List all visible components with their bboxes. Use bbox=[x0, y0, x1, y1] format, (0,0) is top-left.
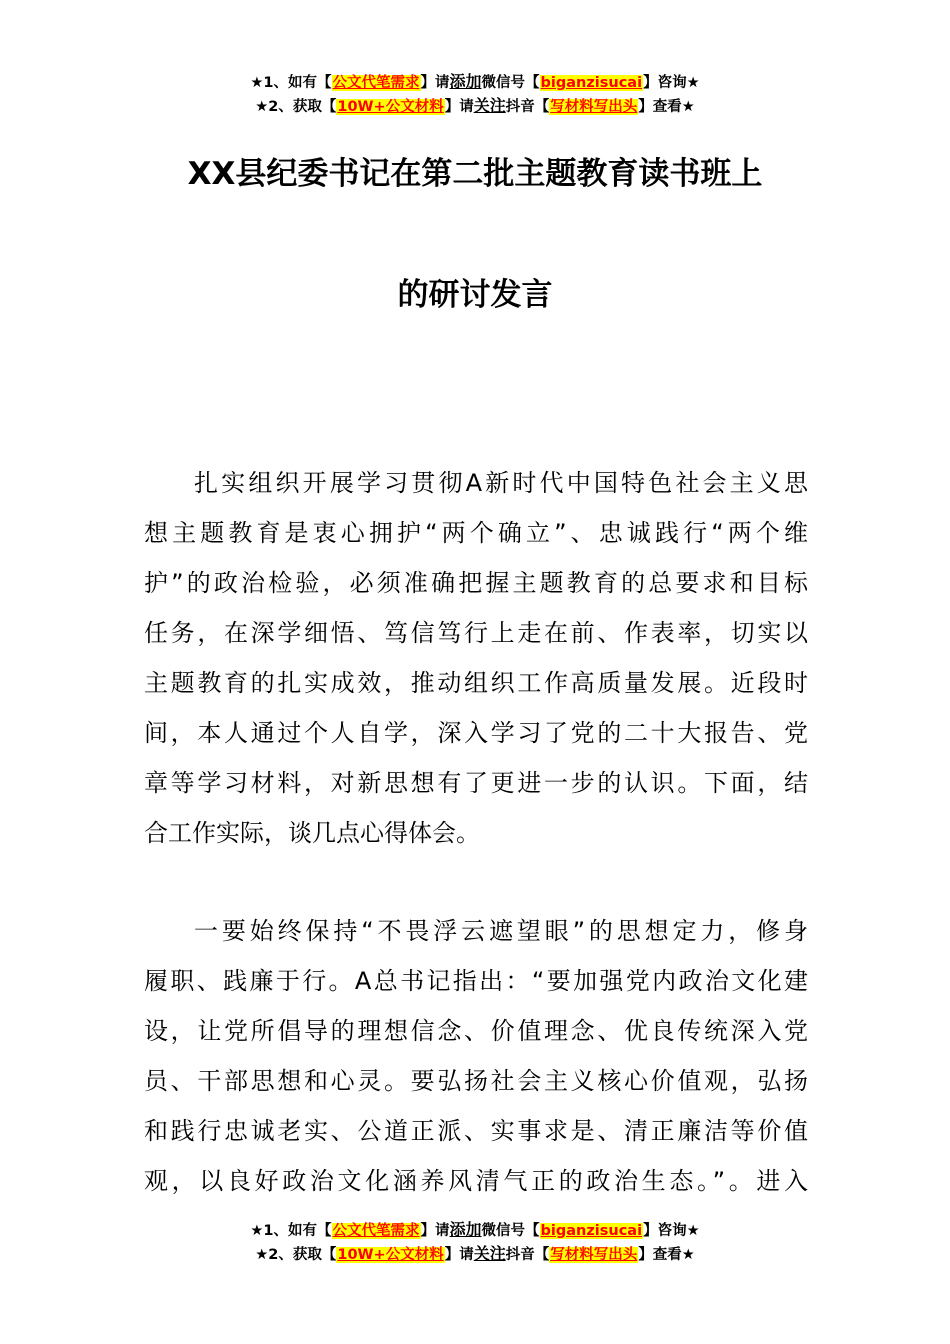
promo-line-2 bbox=[0, 94, 950, 118]
paragraph-line: 履职、践廉于行。A总书记指出：“要加强党内政治文化建 bbox=[144, 967, 808, 995]
promo-line-1-suffix: 】咨询★ bbox=[643, 75, 700, 91]
promo-line-2-highlight-materials: 10W+公文材料 bbox=[337, 99, 444, 115]
paragraph-line: 章等学习材料，对新思想有了更进一步的认识。下面，结 bbox=[144, 769, 808, 797]
body-paragraph-2 bbox=[144, 906, 808, 1206]
promo-line-2-highlight-materials: 10W+公文材料 bbox=[337, 1247, 444, 1263]
promo-line-1 bbox=[0, 1218, 950, 1242]
promo-line-2-mid2: 抖音【 bbox=[505, 99, 550, 115]
promo-line-2-mid: 】请 bbox=[444, 99, 474, 115]
paragraph-line: 一要始终保持“不畏浮云遮望眼”的思想定力，修身 bbox=[194, 917, 808, 945]
promo-line-1-highlight-wechat: biganzisucai bbox=[540, 1223, 643, 1239]
promo-line-1-highlight-service: 公文代笔需求 bbox=[332, 1223, 420, 1239]
promo-line-1-highlight-wechat: biganzisucai bbox=[540, 75, 643, 91]
promo-line-2-prefix: ★2、获取【 bbox=[255, 99, 337, 115]
promo-line-2-highlight-douyin: 写材料写出头 bbox=[550, 1247, 638, 1263]
promo-line-2-mid2: 抖音【 bbox=[505, 1247, 550, 1263]
promo-line-1-prefix: ★1、如有【 bbox=[250, 75, 332, 91]
paragraph-line: 员、干部思想和心灵。要弘扬社会主义核心价值观，弘扬 bbox=[144, 1067, 808, 1095]
promo-line-2-prefix: ★2、获取【 bbox=[255, 1247, 337, 1263]
promo-line-1-prefix: ★1、如有【 bbox=[250, 1223, 332, 1239]
promo-line-1 bbox=[0, 70, 950, 94]
body-paragraph-1 bbox=[144, 458, 808, 858]
promo-line-1-suffix: 】咨询★ bbox=[643, 1223, 700, 1239]
promo-line-2-emphasis: 关注 bbox=[473, 96, 506, 115]
paragraph-line: 观，以良好政治文化涵养风清气正的政治生态。”。进入 bbox=[144, 1167, 808, 1195]
promo-line-1-mid2: 微信号【 bbox=[481, 75, 540, 91]
document-title-line-2: 的研讨发言 bbox=[397, 277, 553, 313]
promo-line-2-suffix: 】查看★ bbox=[638, 99, 695, 115]
promo-line-2-mid: 】请 bbox=[444, 1247, 474, 1263]
paragraph-line: 和践行忠诚老实、公道正派、实事求是、清正廉洁等价值 bbox=[144, 1117, 808, 1145]
promo-line-2 bbox=[0, 1242, 950, 1266]
promo-line-2-suffix: 】查看★ bbox=[638, 1247, 695, 1263]
paragraph-line: 护”的政治检验，必须准确把握主题教育的总要求和目标 bbox=[144, 569, 808, 597]
promo-header bbox=[0, 70, 950, 118]
paragraph-line: 扎实组织开展学习贯彻A新时代中国特色社会主义思 bbox=[194, 469, 808, 497]
paragraph-line: 设，让党所倡导的理想信念、价值理念、优良传统深入党 bbox=[144, 1017, 808, 1045]
paragraph-line: 想主题教育是衷心拥护“两个确立”、忠诚践行“两个维 bbox=[144, 519, 808, 547]
promo-line-1-emphasis: 添加 bbox=[449, 1220, 482, 1239]
promo-footer bbox=[0, 1218, 950, 1266]
promo-line-1-mid: 】请 bbox=[420, 75, 450, 91]
promo-line-2-highlight-douyin: 写材料写出头 bbox=[550, 99, 638, 115]
promo-line-1-emphasis: 添加 bbox=[449, 72, 482, 91]
promo-line-1-highlight-service: 公文代笔需求 bbox=[332, 75, 420, 91]
document-title-line-1: XX县纪委书记在第二批主题教育读书班上 bbox=[187, 156, 763, 192]
paragraph-line: 主题教育的扎实成效，推动组织工作高质量发展。近段时 bbox=[144, 669, 808, 697]
paragraph-line: 合工作实际，谈几点心得体会。 bbox=[144, 819, 480, 847]
promo-line-1-mid2: 微信号【 bbox=[481, 1223, 540, 1239]
paragraph-line: 任务，在深学细悟、笃信笃行上走在前、作表率，切实以 bbox=[144, 619, 808, 647]
paragraph-line: 间，本人通过个人自学，深入学习了党的二十大报告、党 bbox=[144, 719, 808, 747]
promo-line-1-mid: 】请 bbox=[420, 1223, 450, 1239]
promo-line-2-emphasis: 关注 bbox=[473, 1244, 506, 1263]
